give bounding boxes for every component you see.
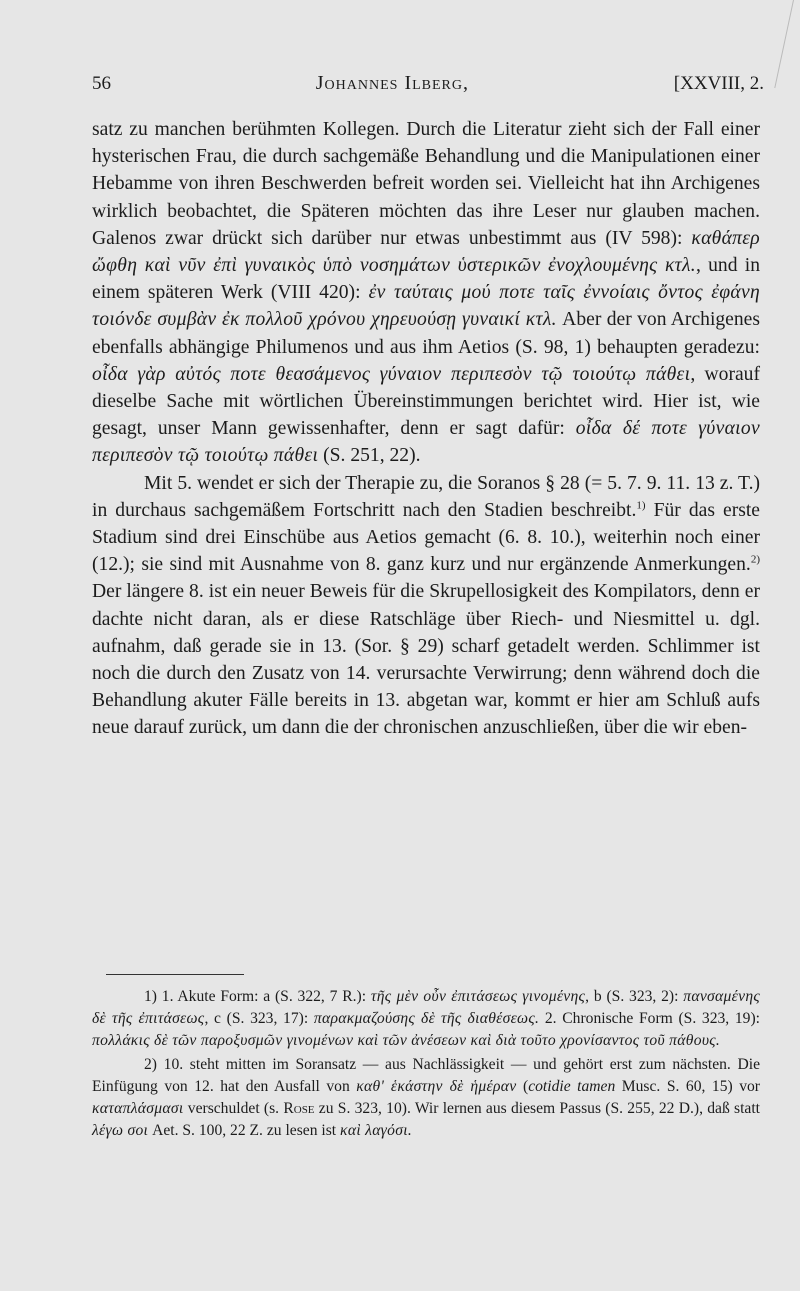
paragraph-1 [92,116,760,470]
text-run: 1) 1. Akute Form: a (S. 322, 7 R.): [144,988,371,1005]
footnote-ref-1[interactable]: 1) [636,499,646,512]
greek-quote: τῆς μὲν οὖν ἐπιτάσεως γινομένης [370,988,586,1005]
section-ref: [XXVIII, 2. [673,73,764,94]
greek-quote: καὶ λαγόσι. [340,1122,413,1139]
greek-quote: ἐν ταύταις μού ποτε ταῖς ἐννοίαις ὄντος ἐφάνη τοιόνδε συμβὰν ἐκ πολλοῦ χρόνου χηρευούσῃ γυναικί κτλ. [92,282,761,331]
greek-quote: πανσαμένης δὲ τῆς ἐπιτάσεως [92,988,760,1027]
paragraph-2 [92,470,760,742]
author-name: Rose [283,1100,315,1117]
text-run: Musc. S. 60, 15) vor [615,1078,760,1095]
greek-quote: καθ' ἑκάστην δὲ ἡμέραν [356,1078,517,1095]
text-run: 2) 10. steht mitten im Soransatz — aus Nachlässigkeit — und gehört erst zum nächsten. Die Einfügung von 12. hat den Ausfall von [92,1056,760,1095]
text-run: verschuldet (s. [183,1100,284,1117]
footnote-divider [106,974,244,975]
page-header [92,72,764,95]
page-number: 56 [92,73,111,94]
text-run: , und in einem späteren Werk (VIII 420): [92,255,761,304]
text-run: Der längere 8. ist ein neuer Beweis für die Skrupellosigkeit des Kompilators, denn er dachte nicht daran, als er diese Ratschläge über Riech- und Niesmittel u. dgl. aufnahm, daß gerade sie in 13. (Sor. § 29) scharf getadelt werden. Schlimmer ist noch die durch den Zusatz von 14. verursachte Verwirrung; denn während doch die Behandlung akuter Fälle bereits in 13. abgetan war, kommt er hier am Schluß aufs neue darauf zurück, um dann die der chronischen anzuschließen, über die wir eben- [92,581,760,739]
footnote-ref-2[interactable]: 2) [750,553,760,566]
text-run: zu S. 323, 10). Wir lernen aus diesem Passus (S. 255, 22 D.), daß statt [314,1100,760,1117]
text-run: satz zu manchen berühmten Kollegen. Durch die Literatur zieht sich der Fall einer hysterischen Frau, die durch sachgemäße Behandlung und die Manipulationen einer Hebamme von ihren Beschwerden befreit worden sei. Vielleicht hat ihn Archigenes wirklich beobachtet, die Späteren möchten das ihre Leser nur glauben machen. Galenos zwar drückt sich darüber nur etwas unbestimmt aus (IV 598): [92,119,760,249]
footnote-1 [92,986,760,1052]
greek-quote: πολλάκις δὲ τῶν παροξυσμῶν γινομένων καὶ τῶν ἀνέσεων καὶ διὰ τοῦτο χρονίσαντος τοῦ πάθους. [92,1032,721,1049]
greek-quote: λέγω σοι [92,1122,149,1139]
greek-quote: οἶδα γὰρ αὐτός ποτε θεασάμενος γύναιον περιπεσὸν τῷ τοιούτῳ πάθει [92,363,691,385]
greek-quote: παρακμαζούσης δὲ τῆς διαθέσεως. [313,1010,540,1027]
text-run: Aet. S. 100, 22 Z. zu lesen ist [148,1122,341,1139]
footnote-2 [92,1054,760,1142]
text-run: , worauf dieselbe Sache mit wörtlichen Übereinstimmungen berichtet wird. Hier ist, wie gesagt, unser Mann gewissenhafter, denn er sagt dafür: [92,363,760,440]
text-run: Für das erste Stadium sind drei Einschübe aus Aetios gemacht (6. 8. 10.), weiterhin noch einer (12.); sie sind mit Ausnahme von 8. ganz kurz und nur ergänzende Anmerkungen. [92,499,761,576]
text-run: 2. Chronische Form (S. 323, 19): [539,1010,760,1027]
text-run: (S. 251, 22). [318,445,421,467]
text-run: Aber der von Archigenes ebenfalls abhängige Philumenos und aus ihm Aetios (S. 98, 1) behaupten geradezu: [92,309,760,358]
scan-mark [774,0,794,88]
greek-quote: καταπλάσμασι [92,1100,184,1117]
greek-quote: οἶδα δέ ποτε γύναιον περιπεσὸν τῷ τοιούτῳ πάθει [92,418,761,467]
latin-quote: cotidie tamen [528,1078,616,1095]
running-title: Johannes Ilberg, [315,72,469,94]
text-run: , c (S. 323, 17): [204,1010,314,1027]
text-run: ( [516,1078,529,1095]
text-run: Mit 5. wendet er sich der Therapie zu, die Soranos § 28 (= 5. 7. 9. 11. 13 z. T.) in durchaus sachgemäßem Fortschritt nach den Stadien beschreibt. [92,472,760,521]
main-text [92,116,760,742]
text-run: , b (S. 323, 2): [585,988,684,1005]
footnotes [92,986,760,1144]
greek-quote: καθάπερ ὤφθη καὶ νῦν ἐπὶ γυναικὸς ὑπὸ νοσημάτων ὑστερικῶν ἐνοχλουμένης κτλ. [92,227,760,277]
